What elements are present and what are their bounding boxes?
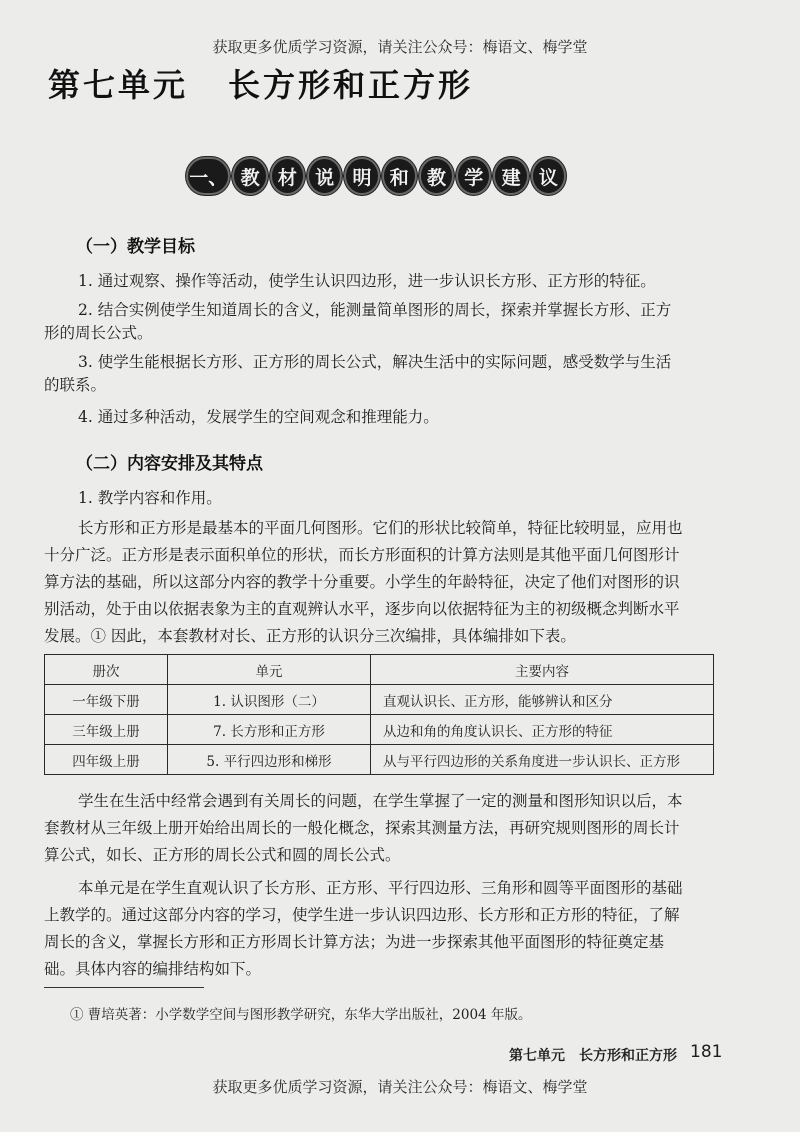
paragraph-line: 别活动，处于由以依据表象为主的直观辨认水平，逐步向以依据特征为主的初级概念判断水平 [44, 600, 680, 618]
subheading: 1. 教学内容和作用。 [78, 489, 222, 507]
paragraph-line: 套教材从三年级上册开始给出周长的一般化概念，探索其测量方法，再研究规则图形的周长计 [44, 819, 680, 837]
table-row [45, 715, 714, 745]
banner-char: 和 [382, 157, 417, 195]
table-cell: 7. 长方形和正方形 [168, 715, 371, 745]
table-header: 单元 [168, 655, 371, 685]
goal-line: 形的周长公式。 [44, 324, 153, 342]
banner-char: 议 [531, 157, 566, 195]
banner-char: 教 [232, 157, 267, 195]
paragraph-line: 上教学的。通过这部分内容的学习，使学生进一步认识四边形、长方形和正方形的特征，了解 [44, 906, 680, 924]
banner-char: 明 [344, 157, 379, 195]
goal-line: 3. 使学生能根据长方形、正方形的周长公式，解决生活中的实际问题，感受数学与生活 [78, 353, 672, 371]
table-cell: 从与平行四边形的关系角度进一步认识长、正方形 [371, 745, 714, 775]
watermark-bottom: 获取更多优质学习资源，请关注公众号：梅语文、梅学堂 [212, 1078, 588, 1096]
table-header: 主要内容 [371, 655, 714, 685]
paragraph-line: 算方法的基础，所以这部分内容的教学十分重要。小学生的年龄特征，决定了他们对图形的识 [44, 573, 680, 591]
goal-line: 4. 通过多种活动，发展学生的空间观念和推理能力。 [78, 408, 439, 426]
table-row [45, 745, 714, 775]
section-heading-content: （二）内容安排及其特点 [76, 454, 263, 474]
running-header: 第七单元 长方形和正方形 [509, 1048, 677, 1064]
paragraph-line: 十分广泛。正方形是表示面积单位的形状，而长方形面积的计算方法则是其他平面几何图形计 [44, 546, 680, 564]
table-cell: 四年级上册 [45, 745, 168, 775]
paragraph-line: 长方形和正方形是最基本的平面几何图形。它们的形状比较简单，特征比较明显，应用也 [78, 519, 683, 537]
paragraph-line: 周长的含义，掌握长方形和正方形周长计算方法；为进一步探索其他平面图形的特征奠定基 [44, 933, 665, 951]
banner-char: 说 [307, 157, 342, 195]
goal-line: 2. 结合实例使学生知道周长的含义，能测量简单图形的周长，探索并掌握长方形、正方 [78, 301, 672, 319]
section-heading-goals: （一）教学目标 [76, 237, 195, 257]
paragraph-line: 算公式，如长、正方形的周长公式和圆的周长公式。 [44, 846, 401, 864]
table-row [45, 685, 714, 715]
goal-line: 的联系。 [44, 376, 107, 394]
paragraph-line: 发展。① 因此，本套教材对长、正方形的认识分三次编排，具体编排如下表。 [44, 627, 576, 645]
banner-char: 教 [419, 157, 454, 195]
unit-title-number: 第七单元 [48, 66, 189, 104]
table-cell: 一年级下册 [45, 685, 168, 715]
table-cell: 1. 认识图形（二） [168, 685, 371, 715]
banner-char: 一、 [186, 157, 230, 195]
unit-title-name: 长方形和正方形 [228, 66, 474, 104]
table-cell: 直观认识长、正方形，能够辨认和区分 [371, 685, 714, 715]
table-header-row [45, 655, 714, 685]
banner-char: 建 [493, 157, 528, 195]
table-cell: 三年级上册 [45, 715, 168, 745]
paragraph-line: 学生在生活中经常会遇到有关周长的问题，在学生掌握了一定的测量和图形知识以后，本 [78, 792, 683, 810]
paragraph-line: 础。具体内容的编排结构如下。 [44, 960, 262, 978]
table-header: 册次 [45, 655, 168, 685]
watermark-top: 获取更多优质学习资源，请关注公众号：梅语文、梅学堂 [212, 38, 588, 56]
arrangement-table [44, 654, 714, 775]
section-banner [186, 154, 566, 198]
paragraph-line: 本单元是在学生直观认识了长方形、正方形、平行四边形、三角形和圆等平面图形的基础 [78, 879, 683, 897]
banner-char: 学 [456, 157, 491, 195]
footnote: ① 曹培英著：小学数学空间与图形教学研究，东华大学出版社，2004 年版。 [70, 1007, 532, 1023]
unit-title [48, 60, 473, 106]
table-cell: 从边和角的角度认识长、正方形的特征 [371, 715, 714, 745]
table-cell: 5. 平行四边形和梯形 [168, 745, 371, 775]
footnote-divider [44, 987, 204, 988]
goal-line: 1. 通过观察、操作等活动，使学生认识四边形，进一步认识长方形、正方形的特征。 [78, 272, 656, 290]
banner-char: 材 [270, 157, 305, 195]
page-number: 181 [690, 1042, 723, 1062]
